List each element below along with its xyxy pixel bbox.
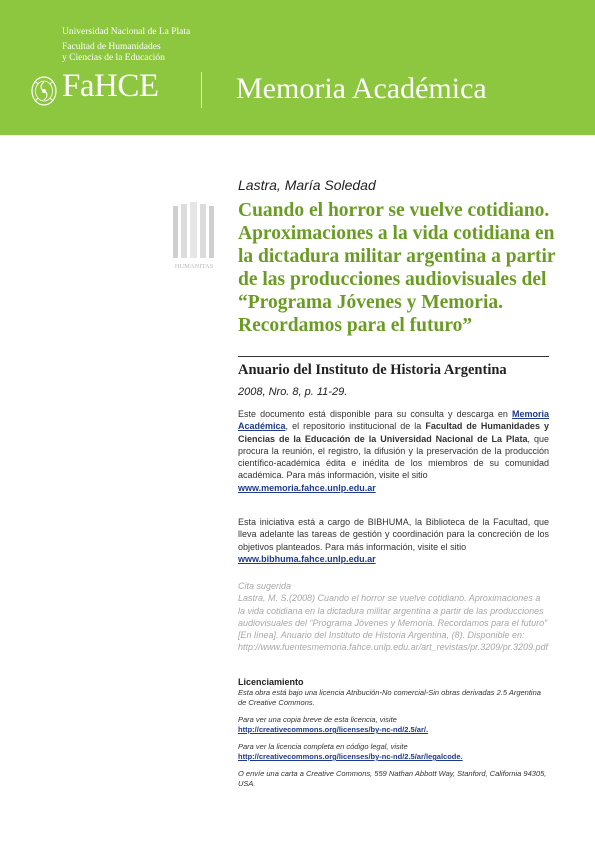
repository-name: Memoria Académica (236, 72, 487, 105)
license-text: Esta obra está bajo una licencia Atribución-No comercial-Sin obras derivadas 2.5 Argentina de Creative Commons. (238, 688, 541, 707)
faculty-bold-text: Facultad de Humanidades y Ciencias de la Educación de la Universidad Nacional de La Plata (238, 421, 549, 444)
article-title: Cuando el horror se vuelve cotidiano. Aproximaciones a la vida cotidiana en la dictadura militar argentina a partir de las producciones audiovisuales del “Programa Jóvenes y Memoria. Recordamos para el futuro” (238, 200, 556, 336)
license-legal-text: Para ver la licencia completa en código legal, visite (238, 742, 408, 751)
header-divider (201, 72, 202, 108)
citation-label: Cita sugerida (238, 581, 292, 591)
license-heading: Licenciamiento (238, 677, 304, 687)
humanitas-logo-text: HUMANITAS (174, 263, 214, 270)
title-rule (238, 356, 549, 357)
faculty-name-line1: Facultad de Humanidades (62, 42, 161, 52)
license-mail-text: O envíe una carta a Creative Commons, 559 Nathan Abbott Way, Stanford, California 94305, USA. (238, 769, 547, 788)
memoria-academica-link[interactable]: Memoria Académica (238, 409, 549, 432)
suggested-citation (238, 580, 549, 654)
author-name: Lastra, María Soledad (238, 177, 376, 193)
header-banner (0, 0, 595, 135)
faculty-name-line2: y Ciencias de la Educación (62, 53, 165, 63)
bibhuma-url-link[interactable]: www.bibhuma.fahce.unlp.edu.ar (238, 553, 376, 564)
humanitas-columns-logo-icon (163, 200, 225, 272)
publication-info: 2008, Nro. 8, p. 11-29. (238, 386, 348, 398)
university-name: Universidad Nacional de La Plata (62, 27, 191, 37)
memoria-url-link[interactable]: www.memoria.fahce.unlp.edu.ar (238, 482, 376, 493)
fahce-brand: FaHCE (62, 68, 159, 104)
university-seal-icon (29, 75, 59, 107)
availability-paragraph: Este documento está disponible para su consulta y descarga en Memoria Académica, el repositorio institucional de la Facultad de Humanidades y Ciencias de la Educación de la Universidad Nacional de La Plata, que procura la reunión, el registro, la difusión y la preservación de la producción científico-académica édita e inédita de los miembros de su comunidad académica. Para más información, visite el sitio www.memoria.fahce.unlp.edu.ar (238, 409, 549, 493)
license-section (238, 677, 549, 789)
license-short-link[interactable]: http://creativecommons.org/licenses/by-nc-nd/2.5/ar/. (238, 725, 429, 734)
citation-text: Lastra, M. S.(2008) Cuando el horror se vuelve cotidiano. Aproximaciones a la vida cotidiana en la dictadura militar argentina a partir de las producciones audiovisuales del “Programa Jóvenes y Memoria. Recordamos para el futuro” [En línea]. Anuario del Instituto de Historia Argentina, (8). Disponible en: http://www.fuentesmemoria.fahce.unlp.edu.ar/art_revistas/pr.3209/pr.3209.pdf (238, 593, 549, 653)
bibhuma-paragraph: Esta iniciativa está a cargo de BIBHUMA, la Biblioteca de la Facultad, que lleva adelante las tareas de gestión y coordinación para la concreción de los objetivos planteados. Para más información, visite el sitio www.bibhuma.fahce.unlp.edu.ar (238, 517, 549, 564)
journal-name: Anuario del Instituto de Historia Argentina (238, 362, 507, 378)
license-short-text: Para ver una copia breve de esta licencia, visite (238, 715, 397, 724)
license-legal-link[interactable]: http://creativecommons.org/licenses/by-nc-nd/2.5/ar/legalcode. (238, 752, 463, 761)
